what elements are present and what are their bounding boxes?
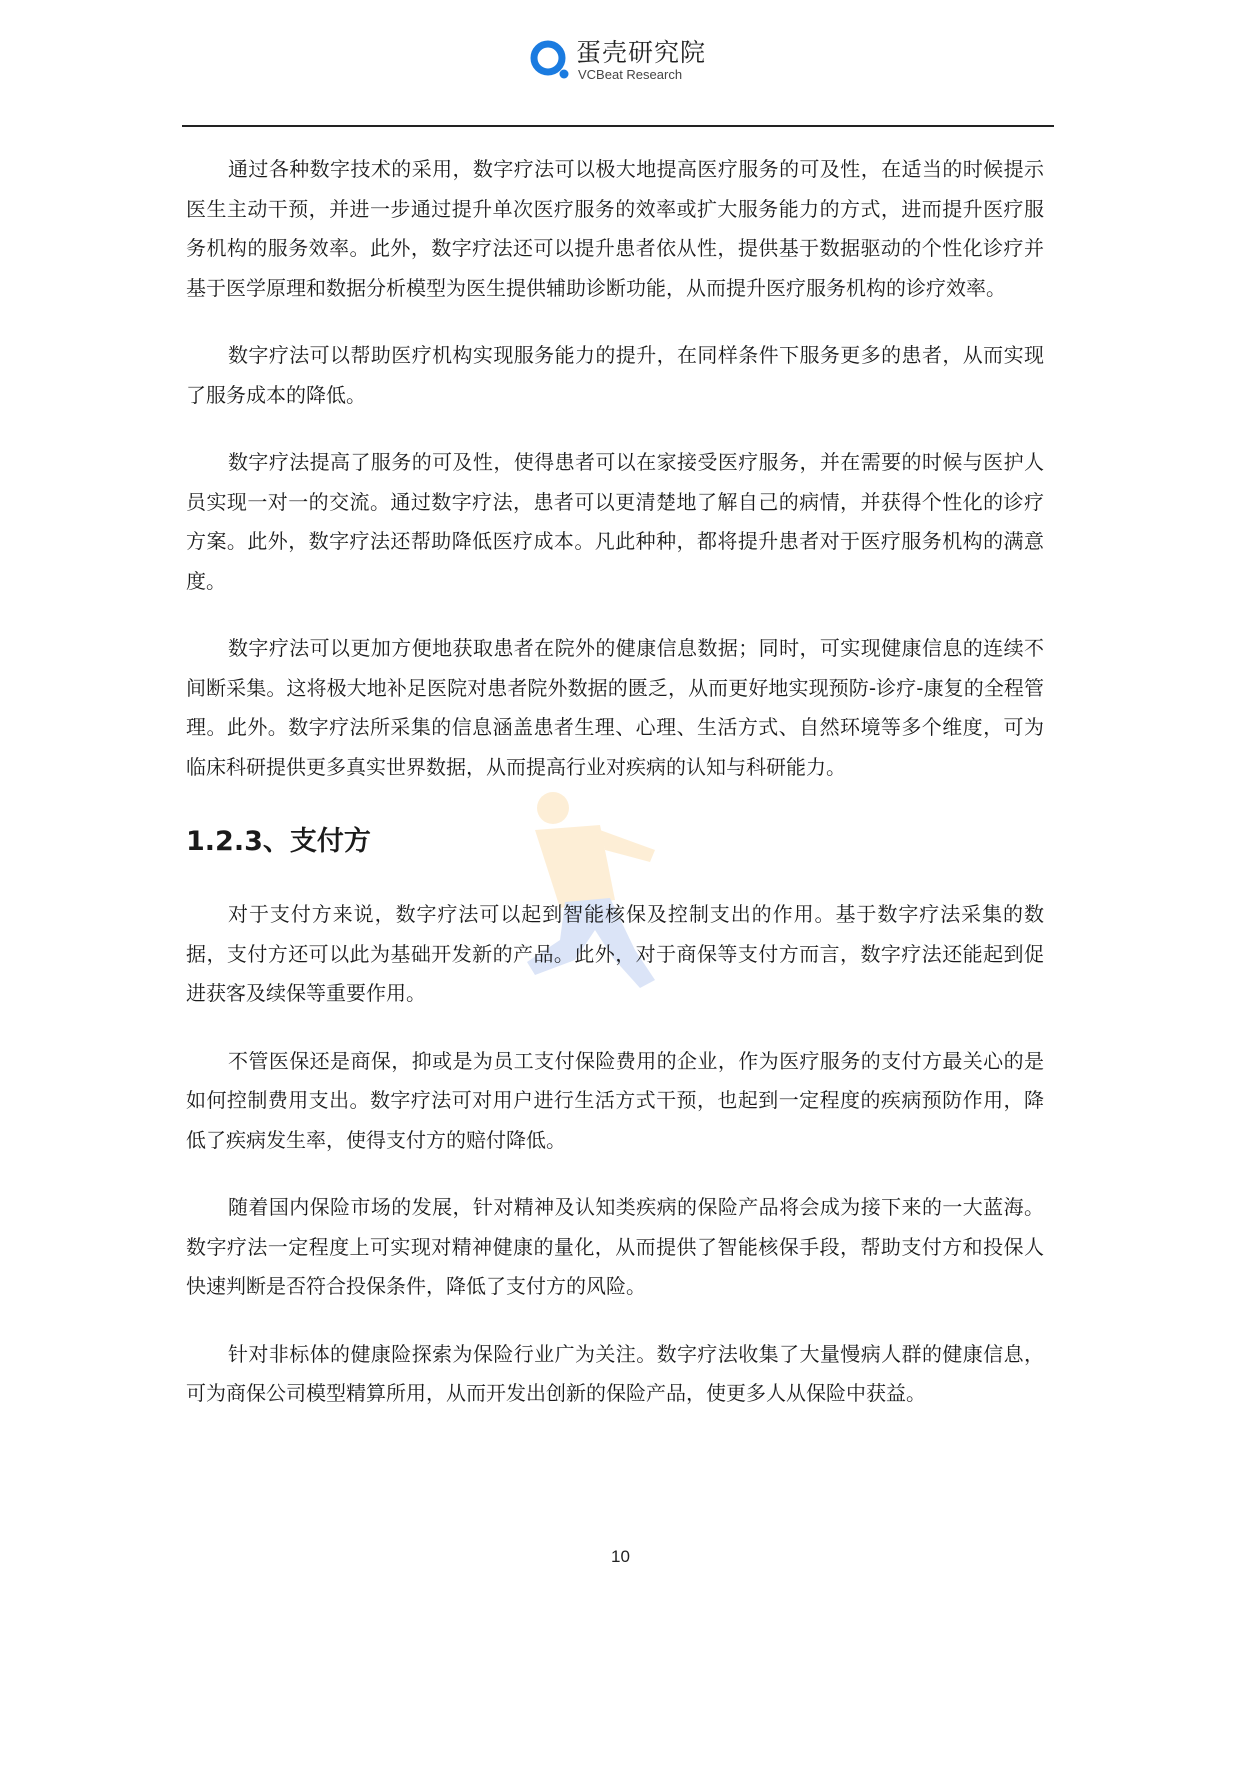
brand-name-en: VCBeat Research bbox=[578, 67, 683, 82]
paragraph: 数字疗法可以更加方便地获取患者在院外的健康信息数据；同时，可实现健康信息的连续不间断采集。这将极大地补足医院对患者院外数据的匮乏，从而更好地实现预防-诊疗-康复的全程管理。此外。数字疗法所采集的信息涵盖患者生理、心理、生活方式、自然环境等多个维度，可为临床科研提供更多真实世界数据，从而提高行业对疾病的认知与科研能力。 bbox=[186, 636, 1044, 779]
paragraph: 不管医保还是商保，抑或是为员工支付保险费用的企业，作为医疗服务的支付方最关心的是如何控制费用支出。数字疗法可对用户进行生活方式干预，也起到一定程度的疾病预防作用，降低了疾病发生率，使得支付方的赔付降低。 bbox=[186, 1048, 1044, 1152]
page-header bbox=[0, 0, 1241, 126]
paragraph: 数字疗法可以帮助医疗机构实现服务能力的提升，在同样条件下服务更多的患者，从而实现了服务成本的降低。 bbox=[186, 343, 1044, 407]
paragraph: 对于支付方来说，数字疗法可以起到智能核保及控制支出的作用。基于数字疗法采集的数据，支付方还可以此为基础开发新的产品。此外，对于商保等支付方而言，数字疗法还能起到促进获客及续保等重要作用。 bbox=[186, 902, 1044, 1005]
section-heading: 1.2.3、支付方 bbox=[186, 826, 371, 857]
paragraph: 数字疗法提高了服务的可及性，使得患者可以在家接受医疗服务，并在需要的时候与医护人员实现一对一的交流。通过数字疗法，患者可以更清楚地了解自己的病情，并获得个性化的诊疗方案。此外，数字疗法还帮助降低医疗成本。凡此种种，都将提升患者对于医疗服务机构的满意度。 bbox=[186, 450, 1044, 593]
vcbeat-logo-icon bbox=[528, 38, 572, 82]
document-body bbox=[186, 150, 1044, 1414]
header-divider bbox=[182, 125, 1054, 127]
paragraph: 针对非标体的健康险探索为保险行业广为关注。数字疗法收集了大量慢病人群的健康信息，可为商保公司模型精算所用，从而开发出创新的保险产品，使更多人从保险中获益。 bbox=[186, 1341, 1044, 1405]
brand-name-cn: 蛋壳研究院 bbox=[576, 38, 707, 67]
page-number: 10 bbox=[611, 1547, 630, 1566]
paragraph: 通过各种数字技术的采用，数字疗法可以极大地提高医疗服务的可及性，在适当的时候提示医生主动干预，并进一步通过提升单次医疗服务的效率或扩大服务能力的方式，进而提升医疗服务机构的服务效率。此外，数字疗法还可以提升患者依从性，提供基于数据驱动的个性化诊疗并基于医学原理和数据分析模型为医生提供辅助诊断功能，从而提升医疗服务机构的诊疗效率。 bbox=[186, 157, 1044, 300]
paragraph: 随着国内保险市场的发展，针对精神及认知类疾病的保险产品将会成为接下来的一大蓝海。数字疗法一定程度上可实现对精神健康的量化，从而提供了智能核保手段，帮助支付方和投保人快速判断是否符合投保条件，降低了支付方的风险。 bbox=[186, 1195, 1044, 1298]
